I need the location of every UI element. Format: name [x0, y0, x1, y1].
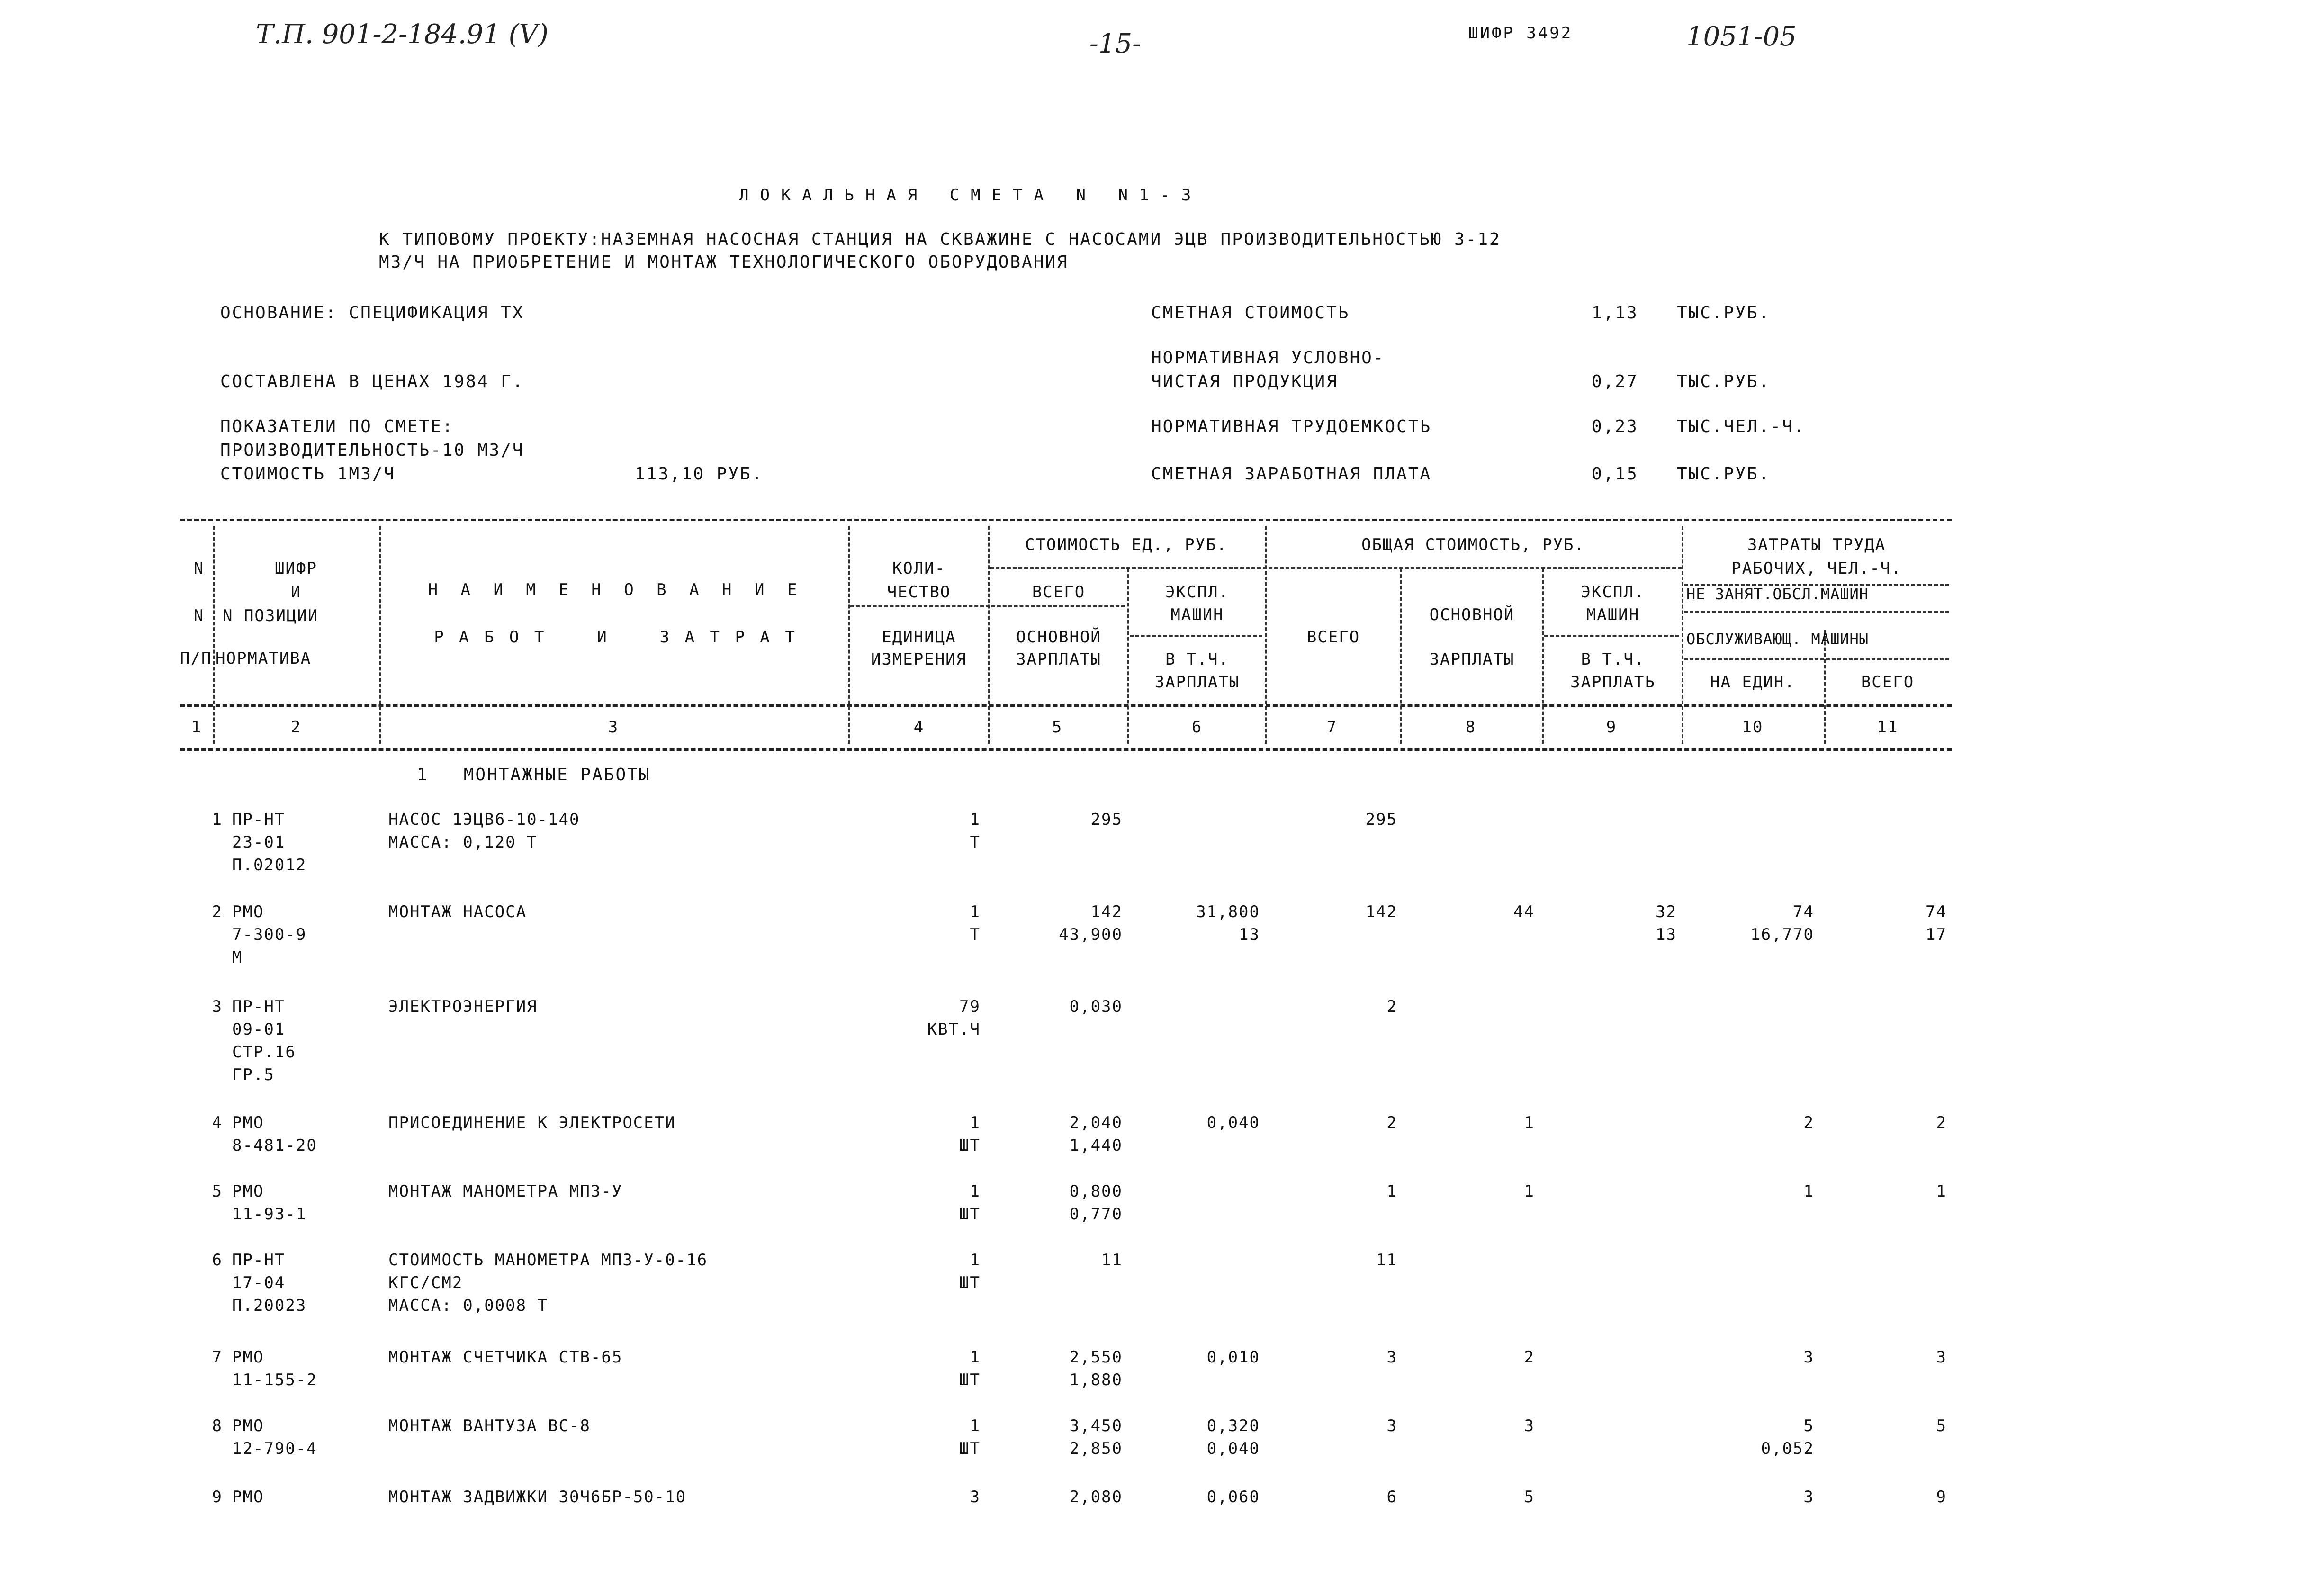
value-c8: 44 — [1513, 902, 1535, 921]
unit-measure: ШТ — [959, 1439, 981, 1458]
norm-code: П.02012 — [232, 856, 307, 875]
hdr-labor-sub-1: НЕ ЗАНЯТ.ОБСЛ.МАШИН — [1686, 585, 1869, 603]
norm-code: М — [232, 948, 243, 967]
hdr-and: И — [290, 583, 302, 602]
hdr-unit-mach-2: МАШИН — [1170, 605, 1224, 624]
header-bottom-rule — [180, 704, 1952, 707]
unit-measure: ШТ — [959, 1371, 981, 1389]
hdr-n: N — [193, 559, 205, 578]
col-sep-2 — [379, 526, 381, 744]
value-c5: 0,770 — [1069, 1205, 1123, 1224]
value-c11: 74 — [1926, 902, 1947, 921]
hdr-cipher: ШИФР — [275, 559, 317, 578]
norm-code: РМО — [232, 1348, 264, 1367]
hdr-unit-mach-4: ЗАРПЛАТЫ — [1154, 673, 1240, 692]
value-c10: 0,052 — [1761, 1439, 1814, 1458]
work-name: МОНТАЖ МАНОМЕТРА МП3-У — [388, 1182, 623, 1201]
hdr-unit-mach-1: ЭКСПЛ. — [1165, 583, 1229, 602]
value-c5: 0,800 — [1069, 1182, 1123, 1201]
value-c11: 3 — [1936, 1348, 1947, 1367]
net-product-value: 0,27 — [1592, 372, 1638, 391]
value-c5: 142 — [1090, 902, 1123, 921]
hdr-total-cost-group: ОБЩАЯ СТОИМОСТЬ, РУБ. — [1361, 535, 1585, 554]
value-c7: 295 — [1365, 810, 1397, 829]
labor-intensity-unit: ТЫС.ЧЕЛ.-Ч. — [1677, 417, 1806, 436]
value-c7: 3 — [1386, 1348, 1397, 1367]
value-c5: 3,450 — [1069, 1416, 1123, 1435]
value-c6: 0,040 — [1206, 1439, 1260, 1458]
section-title: 1 МОНТАЖНЫЕ РАБОТЫ — [417, 765, 651, 784]
value-c7: 1 — [1386, 1182, 1397, 1201]
hdr-labor-unit: НА ЕДИН. — [1710, 673, 1795, 692]
column-number: 11 — [1877, 718, 1899, 737]
unit-measure: ШТ — [959, 1205, 981, 1224]
row-number: 1 — [212, 810, 223, 829]
hdr-total-wage-2: ЗАРПЛАТЫ — [1429, 650, 1515, 669]
value-c7: 2 — [1386, 1113, 1397, 1132]
work-name: МОНТАЖ ЗАДВИЖКИ 30Ч6БР-50-10 — [388, 1488, 687, 1506]
unit-mach-rule — [1130, 635, 1262, 637]
wage-fund-unit: ТЫС.РУБ. — [1677, 464, 1771, 484]
value-c10: 16,770 — [1750, 925, 1814, 944]
work-name: МОНТАЖ ВАНТУЗА ВС-8 — [388, 1416, 591, 1435]
col-sep-9 — [1682, 526, 1683, 744]
norm-code: ПР-НТ — [232, 997, 286, 1016]
value-c7: 142 — [1365, 902, 1397, 921]
column-number: 1 — [191, 718, 202, 737]
cipher-label: ШИФР 3492 — [1468, 24, 1573, 43]
hdr-unit-2: ИЗМЕРЕНИЯ — [871, 650, 967, 669]
norm-code: 09-01 — [232, 1020, 286, 1039]
row-number: 9 — [212, 1488, 223, 1506]
unit-cost-value: 113,10 РУБ. — [635, 464, 764, 484]
norm-code: 17-04 — [232, 1273, 286, 1292]
hdr-qty-2: ЧЕСТВО — [887, 583, 951, 602]
quantity: 1 — [970, 1182, 981, 1201]
capacity-text: ПРОИЗВОДИТЕЛЬНОСТЬ-10 М3/Ч — [220, 441, 524, 460]
quantity: 1 — [970, 1416, 981, 1435]
quantity: 1 — [970, 1348, 981, 1367]
norm-code: 7-300-9 — [232, 925, 307, 944]
estimate-cost-unit: ТЫС.РУБ. — [1677, 303, 1771, 323]
wage-fund-value: 0,15 — [1592, 464, 1638, 484]
norm-code: 23-01 — [232, 833, 286, 852]
value-c6: 0,320 — [1206, 1416, 1260, 1435]
hdr-norm: НОРМАТИВА — [216, 649, 312, 668]
value-c10: 2 — [1803, 1113, 1814, 1132]
value-c10: 3 — [1803, 1348, 1814, 1367]
norm-code: 11-93-1 — [232, 1205, 307, 1224]
hdr-unit-wage-1: ОСНОВНОЙ — [1016, 628, 1101, 647]
value-c8: 1 — [1524, 1113, 1535, 1132]
hdr-total-mach-4: ЗАРПЛАТЬ — [1570, 673, 1656, 692]
value-c5: 1,880 — [1069, 1371, 1123, 1389]
value-c8: 5 — [1524, 1488, 1535, 1506]
norm-code: РМО — [232, 1416, 264, 1435]
value-c5: 1,440 — [1069, 1136, 1123, 1155]
value-c7: 6 — [1386, 1488, 1397, 1506]
qty-unit-rule — [850, 605, 1125, 607]
hdr-unit-mach-3: В Т.Ч. — [1165, 650, 1229, 669]
norm-code: СТР.16 — [232, 1043, 296, 1062]
norm-code: ГР.5 — [232, 1065, 275, 1084]
sheet-reference: 1051-05 — [1686, 21, 1797, 52]
quantity: 79 — [959, 997, 981, 1016]
norm-code: ПР-НТ — [232, 810, 286, 829]
column-number: 8 — [1465, 718, 1476, 737]
labor-intensity-label: НОРМАТИВНАЯ ТРУДОЕМКОСТЬ — [1151, 417, 1432, 436]
quantity: 1 — [970, 1113, 981, 1132]
wage-fund-label: СМЕТНАЯ ЗАРАБОТНАЯ ПЛАТА — [1151, 464, 1432, 484]
row-number: 8 — [212, 1416, 223, 1435]
value-c11: 17 — [1926, 925, 1947, 944]
quantity: 1 — [970, 1251, 981, 1270]
subtitle-line-2: М3/Ч НА ПРИОБРЕТЕНИЕ И МОНТАЖ ТЕХНОЛОГИЧЕСКОГО ОБОРУДОВАНИЯ — [379, 252, 1069, 272]
work-name: МОНТАЖ НАСОСА — [388, 902, 527, 921]
row-number: 2 — [212, 902, 223, 921]
hdr-unit-total: ВСЕГО — [1032, 583, 1086, 602]
column-number: 3 — [608, 718, 619, 737]
document-title: ЛОКАЛЬНАЯ СМЕТА N N1-3 — [739, 186, 1203, 205]
work-name: ЭЛЕКТРОЭНЕРГИЯ — [388, 997, 538, 1016]
norm-code: РМО — [232, 1113, 264, 1132]
value-c11: 1 — [1936, 1182, 1947, 1201]
hdr-works: Р А Б О Т И З А Т Р А Т — [434, 628, 798, 647]
total-mach-rule — [1544, 635, 1679, 637]
hdr-labor-total: ВСЕГО — [1861, 673, 1915, 692]
estimate-cost-label: СМЕТНАЯ СТОИМОСТЬ — [1151, 303, 1350, 323]
row-number: 3 — [212, 997, 223, 1016]
net-product-unit: ТЫС.РУБ. — [1677, 372, 1771, 391]
value-c5: 43,900 — [1059, 925, 1123, 944]
value-c8: 3 — [1524, 1416, 1535, 1435]
work-name: НАСОС 1ЭЦВ6-10-140 — [388, 810, 580, 829]
value-c5: 2,080 — [1069, 1488, 1123, 1506]
quantity: 3 — [970, 1488, 981, 1506]
value-c11: 2 — [1936, 1113, 1947, 1132]
value-c5: 0,030 — [1069, 997, 1123, 1016]
value-c6: 0,010 — [1206, 1348, 1260, 1367]
column-number: 7 — [1326, 718, 1338, 737]
value-c6: 0,040 — [1206, 1113, 1260, 1132]
value-c5: 2,550 — [1069, 1348, 1123, 1367]
norm-code: ПР-НТ — [232, 1251, 286, 1270]
hdr-total-mach-3: В Т.Ч. — [1581, 650, 1645, 669]
value-c10: 74 — [1793, 902, 1814, 921]
unit-measure: Т — [970, 833, 981, 852]
value-c9: 32 — [1656, 902, 1677, 921]
hdr-unit-cost-group: СТОИМОСТЬ ЕД., РУБ. — [1025, 535, 1227, 554]
norm-code: РМО — [232, 902, 264, 921]
column-number: 6 — [1191, 718, 1203, 737]
unit-cost-label: СТОИМОСТЬ 1М3/Ч — [220, 464, 396, 484]
hdr-total-all: ВСЕГО — [1306, 628, 1360, 647]
hdr-labor-sub-2: ОБСЛУЖИВАЮЩ. МАШИНЫ — [1686, 630, 1869, 648]
column-number: 5 — [1052, 718, 1063, 737]
labor-sub-rule-2 — [1684, 658, 1949, 660]
norm-code: 12-790-4 — [232, 1439, 317, 1458]
value-c6: 0,060 — [1206, 1488, 1260, 1506]
work-name: СТОИМОСТЬ МАНОМЕТРА МП3-У-0-16 — [388, 1251, 708, 1270]
column-number: 9 — [1606, 718, 1617, 737]
subtitle-line-1: К ТИПОВОМУ ПРОЕКТУ:НАЗЕМНАЯ НАСОСНАЯ СТАНЦИЯ НА СКВАЖИНЕ С НАСОСАМИ ЭЦВ ПРОИЗВОДИТЕЛЬНОСТЬЮ 3-12 — [379, 230, 1501, 249]
value-c6: 13 — [1239, 925, 1260, 944]
hdr-labor-1: ЗАТРАТЫ ТРУДА — [1747, 535, 1886, 554]
norm-code: 8-481-20 — [232, 1136, 317, 1155]
table-top-rule — [180, 519, 1952, 521]
col-sep-5 — [1127, 568, 1129, 744]
work-name: ПРИСОЕДИНЕНИЕ К ЭЛЕКТРОСЕТИ — [388, 1113, 676, 1132]
value-c8: 2 — [1524, 1348, 1535, 1367]
cost-group-rule — [990, 567, 1682, 569]
unit-measure: Т — [970, 925, 981, 944]
row-number: 5 — [212, 1182, 223, 1201]
numbers-bottom-rule — [180, 748, 1952, 751]
page-number: -15- — [1089, 28, 1142, 59]
value-c10: 1 — [1803, 1182, 1814, 1201]
column-number: 2 — [290, 718, 302, 737]
col-sep-1 — [213, 526, 215, 744]
row-number: 4 — [212, 1113, 223, 1132]
quantity: 1 — [970, 902, 981, 921]
doc-reference: Т.П. 901-2-184.91 (V) — [256, 19, 549, 50]
basis-text: ОСНОВАНИЕ: СПЕЦИФИКАЦИЯ ТХ — [220, 303, 524, 323]
value-c7: 2 — [1386, 997, 1397, 1016]
norm-code: РМО — [232, 1488, 264, 1506]
value-c5: 295 — [1090, 810, 1123, 829]
row-number: 6 — [212, 1251, 223, 1270]
norm-code: П.20023 — [232, 1296, 307, 1315]
unit-measure: ШТ — [959, 1273, 981, 1292]
value-c7: 3 — [1386, 1416, 1397, 1435]
value-c11: 5 — [1936, 1416, 1947, 1435]
unit-measure: КВТ.Ч — [927, 1020, 981, 1039]
norm-code: 11-155-2 — [232, 1371, 317, 1389]
value-c8: 1 — [1524, 1182, 1535, 1201]
value-c5: 2,850 — [1069, 1439, 1123, 1458]
hdr-n-2: N — [193, 606, 205, 625]
value-c7: 11 — [1376, 1251, 1397, 1270]
work-name: МАССА: 0,0008 Т — [388, 1296, 549, 1315]
work-name: МОНТАЖ СЧЕТЧИКА СТВ-65 — [388, 1348, 623, 1367]
col-sep-8 — [1542, 568, 1544, 744]
prices-text: СОСТАВЛЕНА В ЦЕНАХ 1984 Г. — [220, 372, 524, 391]
row-number: 7 — [212, 1348, 223, 1367]
value-c9: 13 — [1656, 925, 1677, 944]
estimate-cost-value: 1,13 — [1592, 303, 1638, 323]
quantity: 1 — [970, 810, 981, 829]
labor-intensity-value: 0,23 — [1592, 417, 1638, 436]
unit-measure: ШТ — [959, 1136, 981, 1155]
hdr-unit-1: ЕДИНИЦА — [882, 628, 956, 647]
col-sep-4 — [988, 526, 990, 744]
hdr-unit-wage-2: ЗАРПЛАТЫ — [1016, 650, 1101, 669]
value-c10: 5 — [1803, 1416, 1814, 1435]
hdr-total-mach-2: МАШИН — [1586, 605, 1640, 624]
value-c6: 31,800 — [1196, 902, 1260, 921]
value-c10: 3 — [1803, 1488, 1814, 1506]
labor-sub-rule — [1684, 611, 1949, 613]
col-sep-6 — [1265, 526, 1267, 744]
net-product-label: НОРМАТИВНАЯ УСЛОВНО- — [1151, 348, 1385, 368]
hdr-name: Н А И М Е Н О В А Н И Е — [428, 580, 804, 599]
column-number: 10 — [1742, 718, 1764, 737]
value-c11: 9 — [1936, 1488, 1947, 1506]
column-number: 4 — [913, 718, 925, 737]
hdr-qty-1: КОЛИ- — [892, 559, 946, 578]
value-c5: 2,040 — [1069, 1113, 1123, 1132]
net-product-label-2: ЧИСТАЯ ПРОДУКЦИЯ — [1151, 372, 1338, 391]
work-name: КГС/СМ2 — [388, 1273, 463, 1292]
indicators-text: ПОКАЗАТЕЛИ ПО СМЕТЕ: — [220, 417, 454, 436]
col-sep-7 — [1400, 568, 1402, 744]
col-sep-3 — [848, 526, 850, 744]
hdr-total-mach-1: ЭКСПЛ. — [1581, 583, 1645, 602]
hdr-position: N ПОЗИЦИИ — [223, 606, 319, 625]
norm-code: РМО — [232, 1182, 264, 1201]
hdr-labor-2: РАБОЧИХ, ЧЕЛ.-Ч. — [1731, 559, 1902, 578]
work-name: МАССА: 0,120 Т — [388, 833, 538, 852]
hdr-pp: П/П — [180, 649, 212, 668]
value-c5: 11 — [1101, 1251, 1123, 1270]
hdr-total-wage-1: ОСНОВНОЙ — [1429, 605, 1515, 624]
